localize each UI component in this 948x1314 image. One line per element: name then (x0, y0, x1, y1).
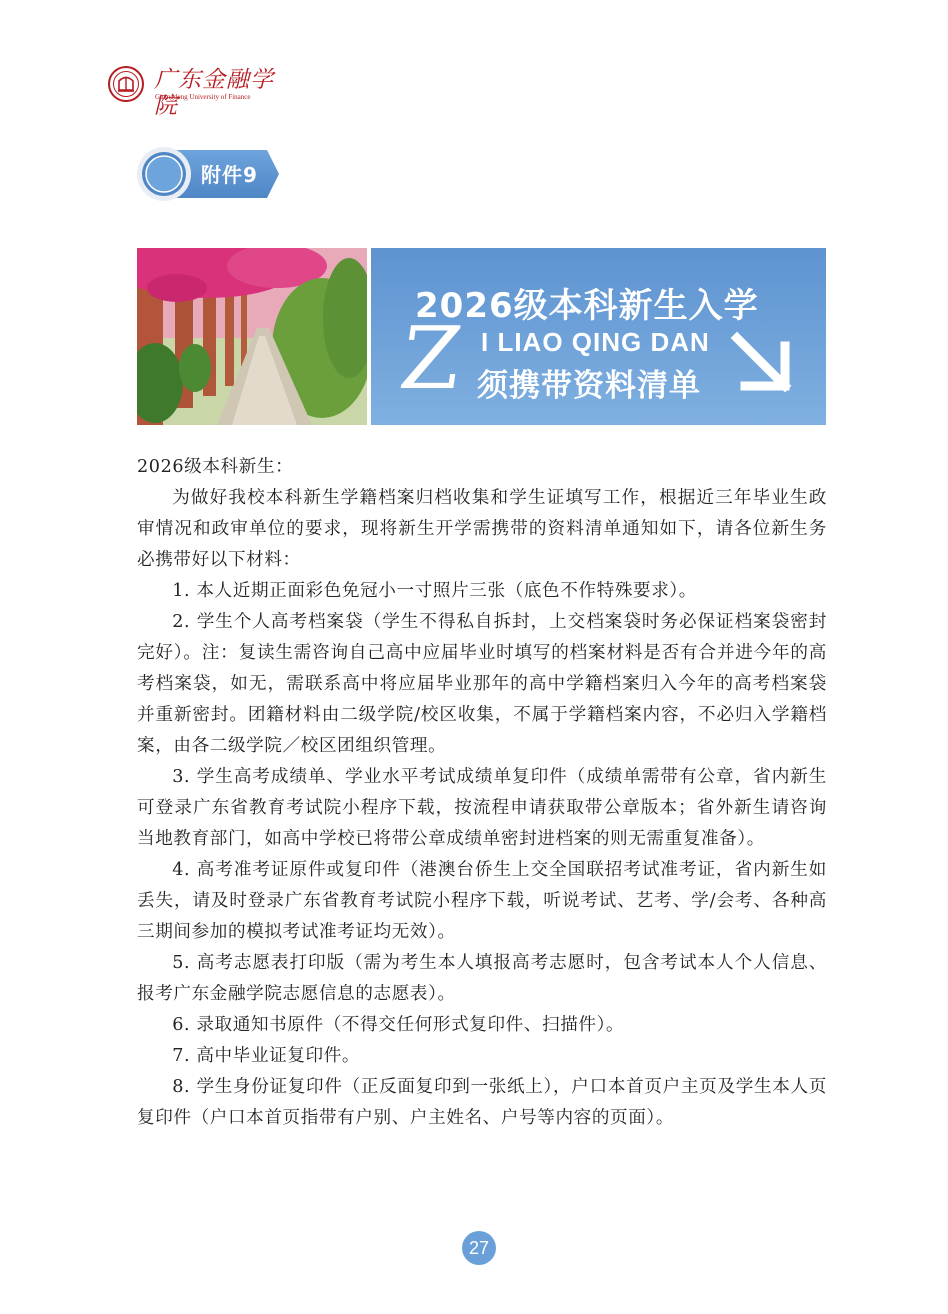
banner (137, 248, 826, 425)
banner-subtitle-en: I LIAO QING DAN (481, 327, 710, 357)
list-item: 4. 高考准考证原件或复印件（港澳台侨生上交全国联招考试准考证，省内新生如丢失，请及时登录广东省教育考试院小程序下载，听说考试、艺考、学/会考、各种高三期间参加的模拟考试准考证均无效）。 (137, 860, 827, 942)
list-item: 1. 本人近期正面彩色免冠小一寸照片三张（底色不作特殊要求）。 (172, 581, 697, 601)
list-item: 3. 学生高考成绩单、学业水平考试成绩单复印件（成绩单需带有公章，省内新生可登录广东省教育考试院小程序下载，按流程申请获取带公章版本；省外新生请咨询当地教育部门，如高中学校已将带公章成绩单密封进档案的则无需重复准备）。 (137, 767, 827, 849)
school-name-en: Guangdong University of Finance (155, 93, 251, 101)
banner-title: 2026级本科新生入学 (415, 286, 759, 326)
attachment-label: 附件9 (201, 163, 258, 187)
banner-title-panel (371, 248, 826, 425)
list-item: 2. 学生个人高考档案袋（学生不得私自拆封，上交档案袋时务必保证档案袋密封完好）。注：复读生需咨询自己高中应届毕业时填写的档案材料是否有合并进今年的高考档案袋，如无，需联系高中将应届毕业那年的高中学籍档案归入今年的高考档案袋并重新密封。团籍材料由二级学院/校区收集，不属于学籍档案内容，不必归入学籍档案，由各二级学院／校区团组织管理。 (137, 612, 827, 756)
school-logo (108, 66, 288, 119)
page-number: 27 (462, 1231, 496, 1265)
banner-subtitle-cn: 须携带资料清单 (477, 368, 701, 404)
list-item: 5. 高考志愿表打印版（需为考生本人填报高考志愿时，包含考试本人个人信息、报考广东金融学院志愿信息的志愿表）。 (137, 953, 827, 1004)
document-body (137, 452, 827, 1134)
school-name-cn: 广东金融学院 (154, 67, 274, 119)
list-item: 8. 学生身份证复印件（正反面复印到一张纸上），户口本首页户主页及学生本人页复印件（户口本首页指带有户别、户主姓名、户号等内容的页面）。 (137, 1077, 827, 1128)
list-item: 7. 高中毕业证复印件。 (172, 1046, 361, 1066)
campus-photo (137, 248, 367, 425)
banner-z-letter: Z (393, 309, 468, 409)
arrow-down-right-icon (729, 330, 795, 396)
intro-paragraph: 为做好我校本科新生学籍档案归档收集和学生证填写工作，根据近三年毕业生政审情况和政审单位的要求，现将新生开学需携带的资料清单通知如下，请各位新生务必携带好以下材料： (137, 488, 827, 570)
attachment-badge (135, 144, 285, 204)
school-seal-icon (108, 66, 144, 102)
list-item: 6. 录取通知书原件（不得交任何形式复印件、扫描件）。 (172, 1015, 625, 1035)
greeting: 2026级本科新生： (137, 457, 294, 477)
